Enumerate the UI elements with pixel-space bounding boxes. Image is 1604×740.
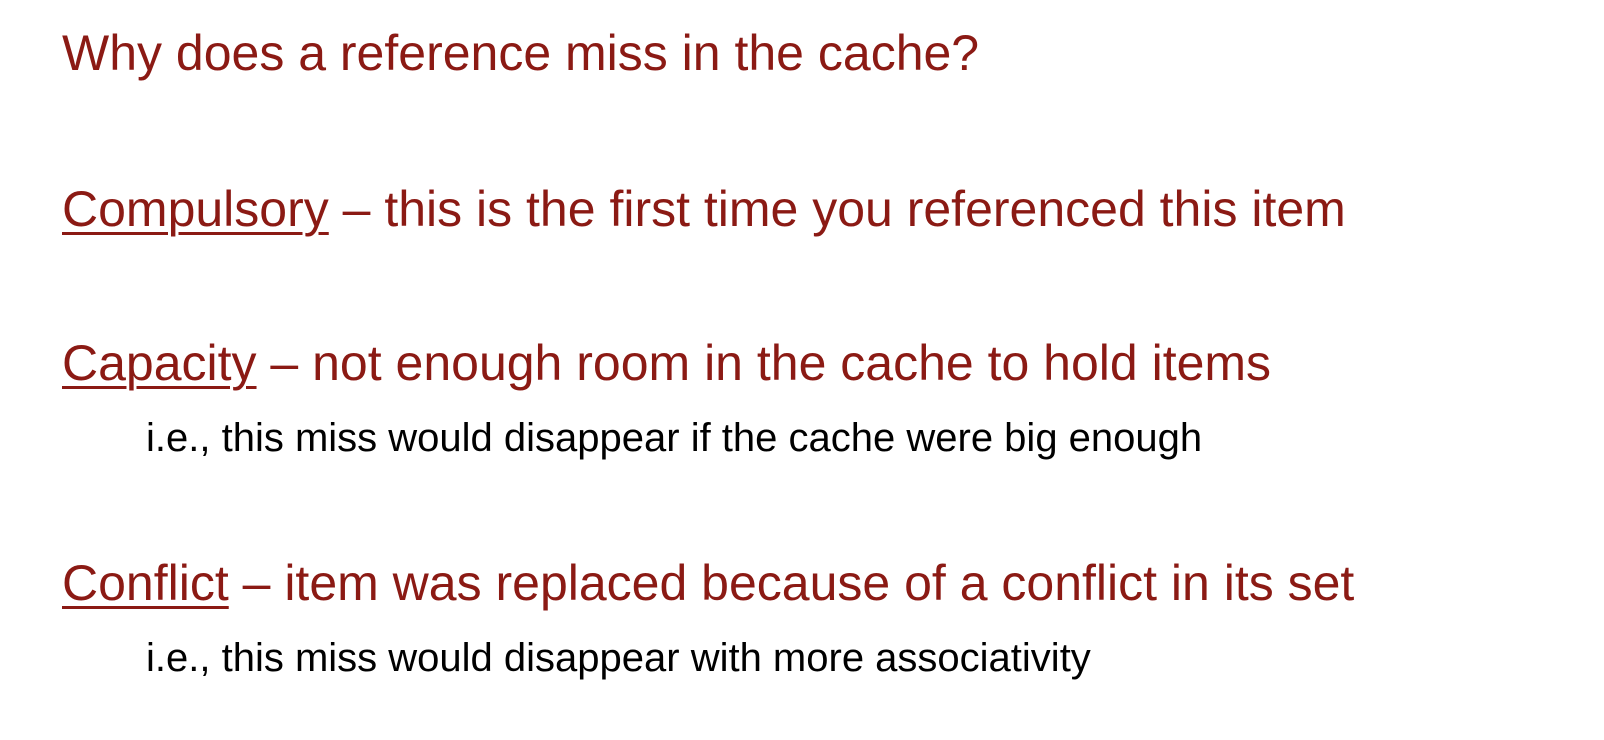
miss-type-conflict [62,555,1355,611]
description-capacity: – not enough room in the cache to hold items [256,335,1272,391]
term-compulsory: Compulsory [62,181,329,237]
miss-type-compulsory [62,181,1346,237]
slide-title: Why does a reference miss in the cache? [62,25,980,81]
note-conflict: i.e., this miss would disappear with more associativity [146,636,1091,680]
term-capacity: Capacity [62,335,257,391]
miss-type-capacity [62,335,1272,391]
description-compulsory: – this is the first time you referenced this item [328,181,1346,237]
term-conflict: Conflict [62,555,229,611]
note-capacity: i.e., this miss would disappear if the cache were big enough [146,416,1203,460]
description-conflict: – item was replaced because of a conflict in its set [228,555,1355,611]
